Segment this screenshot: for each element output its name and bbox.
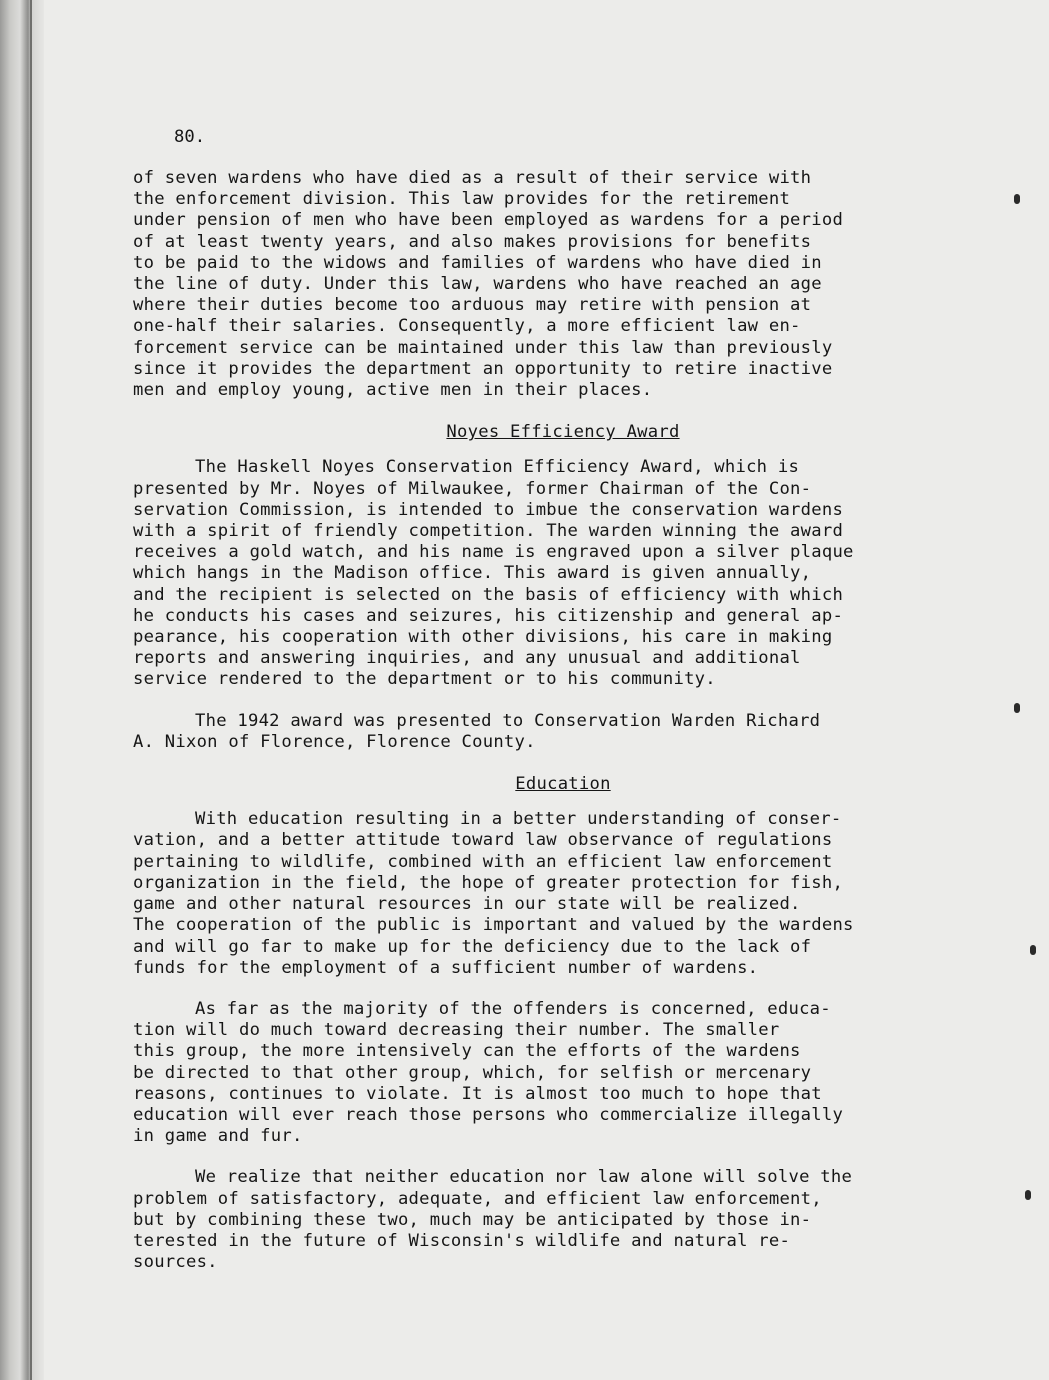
text-line: A. Nixon of Florence, Florence County. xyxy=(133,731,536,752)
margin-mark xyxy=(1030,945,1036,955)
paragraph xyxy=(133,168,993,401)
text-line: the enforcement division. This law provides for the retirement xyxy=(133,189,791,210)
text-line: where their duties become too arduous may retire with pension at xyxy=(133,295,812,316)
text-line: the line of duty. Under this law, wardens who have reached an age xyxy=(133,274,822,295)
text-line: reasons, continues to violate. It is almost too much to hope that xyxy=(133,1083,822,1104)
text-line: since it provides the department an opportunity to retire inactive xyxy=(133,358,833,379)
text-line: be directed to that other group, which, for selfish or mercenary xyxy=(133,1062,812,1083)
text-line: tion will do much toward decreasing their number. The smaller xyxy=(133,1020,780,1041)
text-line: service rendered to the department or to his community. xyxy=(133,669,716,690)
text-line: forcement service can be maintained under this law than previously xyxy=(133,337,833,358)
text-line: of at least twenty years, and also makes provisions for benefits xyxy=(133,231,812,252)
text-line: As far as the majority of the offenders is concerned, educa- xyxy=(195,998,831,1019)
text-line: The Haskell Noyes Conservation Efficiency Award, which is xyxy=(195,457,800,478)
text-line: he conducts his cases and seizures, his citizenship and general ap- xyxy=(133,605,844,626)
paragraph xyxy=(133,809,993,979)
paragraph xyxy=(133,999,993,1147)
text-line: which hangs in the Madison office. This award is given annually, xyxy=(133,563,812,584)
paragraph xyxy=(133,1167,993,1273)
text-line: sources. xyxy=(133,1252,218,1273)
text-line: of seven wardens who have died as a result of their service with xyxy=(133,168,812,188)
text-line: The cooperation of the public is important and valued by the wardens xyxy=(133,915,854,936)
text-line: terested in the future of Wisconsin's wildlife and natural re- xyxy=(133,1230,791,1251)
text-line: reports and answering inquiries, and any unusual and additional xyxy=(133,648,801,669)
text-line: funds for the employment of a sufficient number of wardens. xyxy=(133,957,759,978)
text-line: We realize that neither education nor law alone will solve the xyxy=(195,1167,853,1188)
margin-mark xyxy=(1014,194,1020,204)
text-line: but by combining these two, much may be anticipated by those in- xyxy=(133,1209,812,1230)
page-number: 80. xyxy=(174,127,206,147)
text-line: with a spirit of friendly competition. The warden winning the award xyxy=(133,521,844,542)
text-line: servation Commission, is intended to imbue the conservation wardens xyxy=(133,499,844,520)
text-line: to be paid to the widows and families of wardens who have died in xyxy=(133,252,822,273)
text-line: problem of satisfactory, adequate, and efficient law enforcement, xyxy=(133,1188,822,1209)
section-heading: Noyes Efficiency Award xyxy=(446,422,680,443)
text-line: game and other natural resources in our state will be realized. xyxy=(133,894,801,915)
text-line: education will ever reach those persons who commercialize illegally xyxy=(133,1104,844,1125)
text-line: men and employ young, active men in their places. xyxy=(133,380,653,401)
document-body xyxy=(133,168,993,1273)
binding-edge xyxy=(0,0,44,1380)
paragraph xyxy=(133,711,993,753)
text-line: and the recipient is selected on the basis of efficiency with which xyxy=(133,584,844,605)
text-line: With education resulting in a better understanding of conser- xyxy=(195,809,842,830)
text-line: and will go far to make up for the deficiency due to the lack of xyxy=(133,936,812,957)
text-line: this group, the more intensively can the efforts of the wardens xyxy=(133,1041,801,1062)
text-line: The 1942 award was presented to Conservation Warden Richard xyxy=(195,710,821,731)
text-line: receives a gold watch, and his name is engraved upon a silver plaque xyxy=(133,542,854,563)
text-line: pearance, his cooperation with other divisions, his care in making xyxy=(133,627,833,648)
text-line: pertaining to wildlife, combined with an efficient law enforcement xyxy=(133,851,833,872)
margin-mark xyxy=(1025,1190,1031,1200)
text-line: organization in the field, the hope of greater protection for fish, xyxy=(133,872,844,893)
margin-mark xyxy=(1014,703,1020,713)
text-line: vation, and a better attitude toward law observance of regulations xyxy=(133,830,833,851)
section-heading: Education xyxy=(515,774,611,795)
binding-line xyxy=(30,0,32,1380)
text-line: in game and fur. xyxy=(133,1126,303,1147)
text-line: under pension of men who have been employed as wardens for a period xyxy=(133,210,844,231)
text-line: one-half their salaries. Consequently, a more efficient law en- xyxy=(133,316,801,337)
paragraph xyxy=(133,457,993,690)
text-line: presented by Mr. Noyes of Milwaukee, former Chairman of the Con- xyxy=(133,478,812,499)
